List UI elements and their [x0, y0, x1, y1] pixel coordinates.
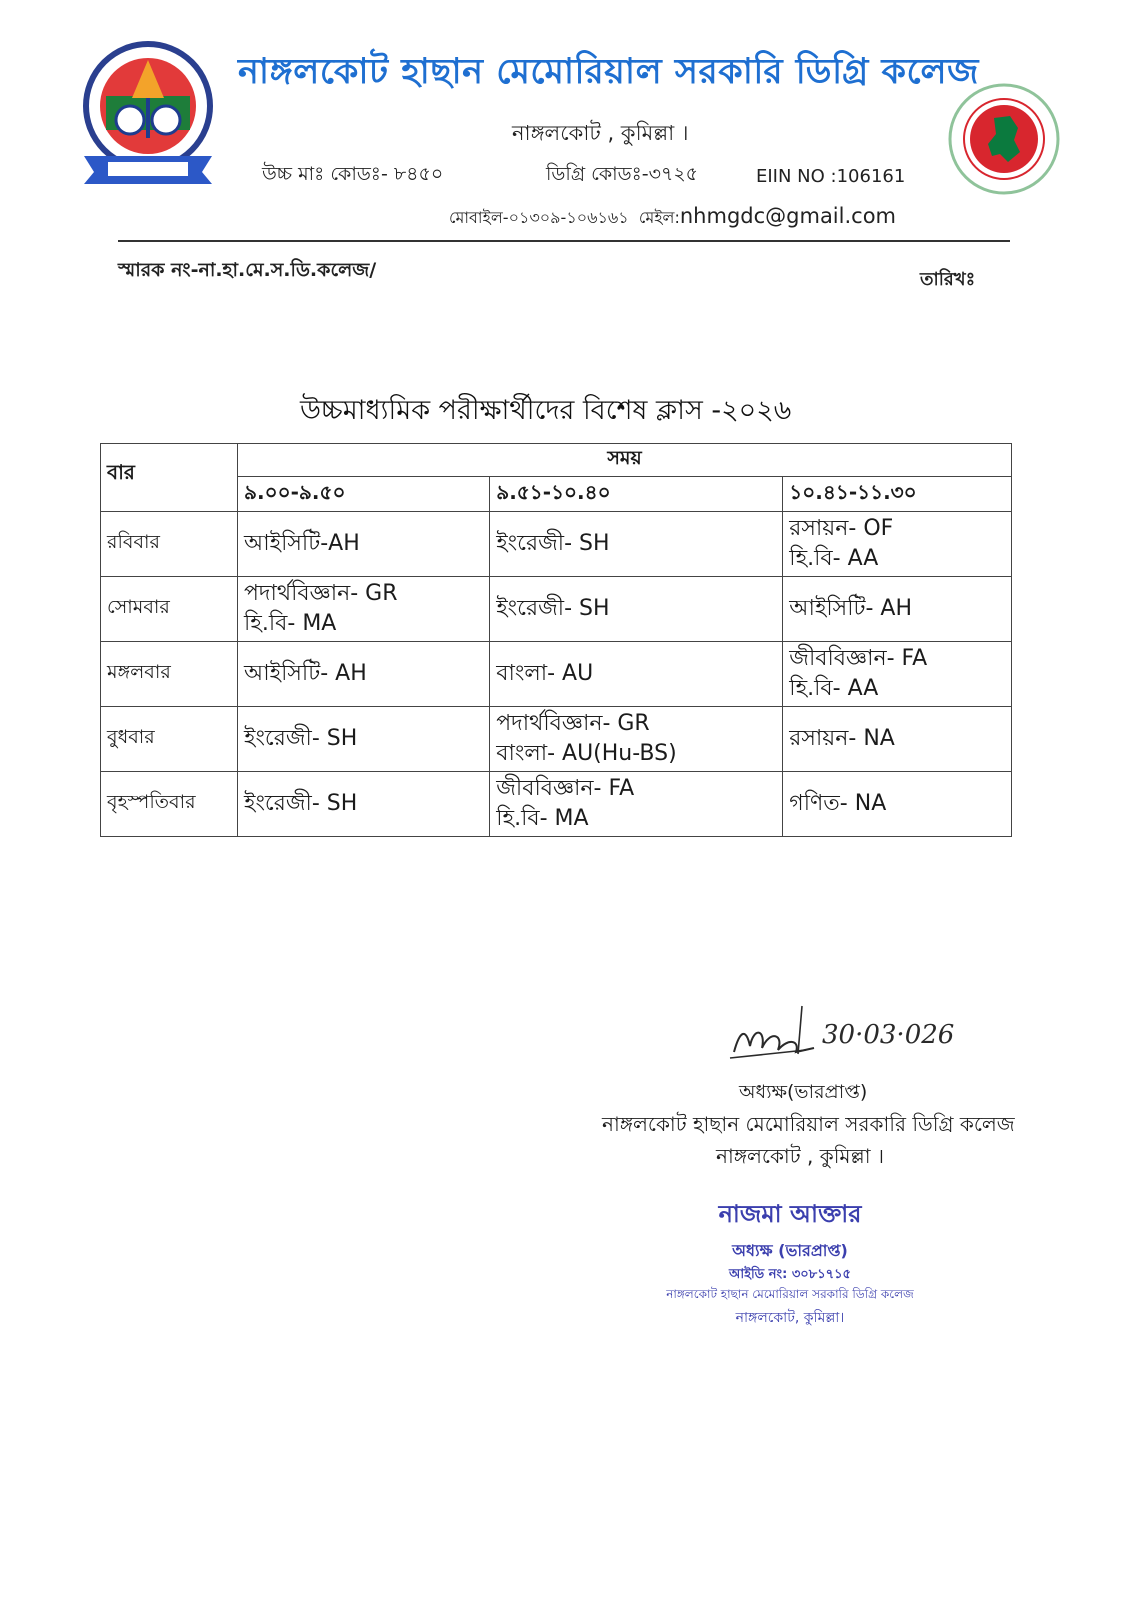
class-cell [490, 577, 783, 642]
table-row [101, 707, 1012, 772]
class-entry: আইসিটি- AH [244, 661, 367, 686]
table-row [101, 642, 1012, 707]
stamp-college: নাঙ্গলকোট হাছান মেমোরিয়াল সরকারি ডিগ্রি কলেজ [666, 1287, 914, 1301]
class-cell [783, 707, 1012, 772]
signatory-title: অধ্যক্ষ(ভারপ্রাপ্ত) [739, 1081, 868, 1103]
day-cell: বৃহস্পতিবার [101, 772, 238, 837]
table-row [101, 512, 1012, 577]
class-cell [238, 707, 490, 772]
time-slot-header: ৯.৫১-১০.৪০ [490, 477, 783, 512]
day-cell: মঙ্গলবার [101, 642, 238, 707]
degree-code: ডিগ্রি কোডঃ-৩৭২৫ [546, 163, 698, 185]
signature-date: 30·03·026 [822, 1020, 955, 1050]
class-entry: হি.বি- MA [244, 611, 337, 636]
eiin-number: EIIN NO :106161 [756, 166, 906, 187]
government-seal-icon [948, 82, 1060, 196]
class-cell [783, 642, 1012, 707]
class-cell [783, 772, 1012, 837]
table-row [101, 772, 1012, 837]
hsc-code: উচ্চ মাঃ কোডঃ- ৮৪৫০ [262, 163, 444, 185]
class-entry: হি.বি- MA [496, 806, 589, 831]
stamp-location: নাঙ্গলকোট, কুমিল্লা। [735, 1310, 845, 1326]
day-cell: সোমবার [101, 577, 238, 642]
time-slot-header: ১০.৪১-১১.৩০ [783, 477, 1012, 512]
mobile-number: মোবাইল-০১৩০৯-১০৬১৬১ [449, 208, 629, 227]
college-name-heading: নাঙ্গলকোট হাছান মেমোরিয়াল সরকারি ডিগ্রি কলেজ [238, 52, 979, 92]
class-entry: আইসিটি-AH [244, 531, 360, 556]
day-cell: বুধবার [101, 707, 238, 772]
class-cell [238, 772, 490, 837]
class-entry: ইংরেজী- SH [496, 531, 610, 556]
class-schedule-table [100, 443, 1012, 837]
day-cell: রবিবার [101, 512, 238, 577]
class-entry: বাংলা- AU(Hu-BS) [496, 741, 677, 766]
class-entry: পদার্থবিজ্ঞান- GR [244, 581, 398, 606]
date-label: তারিখঃ [920, 269, 976, 290]
handwritten-signature [726, 1000, 816, 1070]
signatory-college: নাঙ্গলকোট হাছান মেমোরিয়াল সরকারি ডিগ্রি কলেজ [602, 1112, 1015, 1136]
class-cell [783, 577, 1012, 642]
class-cell [490, 512, 783, 577]
email-address: nhmgdc@gmail.com [679, 204, 897, 228]
class-cell [490, 707, 783, 772]
class-entry: ইংরেজী- SH [244, 791, 358, 816]
time-slot-header: ৯.০০-৯.৫০ [238, 477, 490, 512]
day-column-header: বার [101, 444, 238, 512]
time-slot-row [101, 477, 1012, 512]
stamp-name: নাজমা আক্তার [718, 1200, 862, 1228]
college-logo [78, 38, 218, 188]
class-cell [490, 772, 783, 837]
time-column-header: সময় [238, 444, 1012, 477]
class-entry: হি.বি- AA [789, 676, 879, 701]
signatory-location: নাঙ্গলকোট , কুমিল্লা । [716, 1144, 885, 1168]
table-header-row [101, 444, 1012, 477]
class-entry: ইংরেজী- SH [244, 726, 358, 751]
header-divider [118, 240, 1010, 242]
class-entry: বাংলা- AU [496, 661, 594, 686]
class-entry: জীববিজ্ঞান- FA [789, 646, 928, 671]
class-entry: ইংরেজী- SH [496, 596, 610, 621]
document-title: উচ্চমাধ্যমিক পরীক্ষার্থীদের বিশেষ ক্লাস -২০২৬ [300, 395, 792, 426]
table-row [101, 577, 1012, 642]
memo-number: স্মারক নং-না.হা.মে.স.ডি.কলেজ/ [118, 259, 377, 281]
class-entry: পদার্থবিজ্ঞান- GR [496, 711, 650, 736]
class-cell [238, 642, 490, 707]
official-stamp [660, 1196, 920, 1330]
class-entry: রসায়ন- OF [789, 516, 894, 541]
class-cell [490, 642, 783, 707]
class-cell [238, 577, 490, 642]
class-cell [783, 512, 1012, 577]
class-entry: আইসিটি- AH [789, 596, 913, 621]
class-entry: গণিত- NA [789, 791, 887, 816]
college-location: নাঙ্গলকোট , কুমিল্লা । [512, 121, 689, 145]
stamp-role: অধ্যক্ষ (ভারপ্রাপ্ত) [732, 1241, 848, 1260]
email-label: মেইল: [638, 208, 680, 227]
class-cell [238, 512, 490, 577]
contact-line [449, 204, 896, 232]
class-entry: রসায়ন- NA [789, 726, 895, 751]
class-entry: হি.বি- AA [789, 546, 879, 571]
class-entry: জীববিজ্ঞান- FA [496, 776, 635, 801]
stamp-id: আইডি নং: ৩০৮১৭১৫ [729, 1267, 851, 1282]
